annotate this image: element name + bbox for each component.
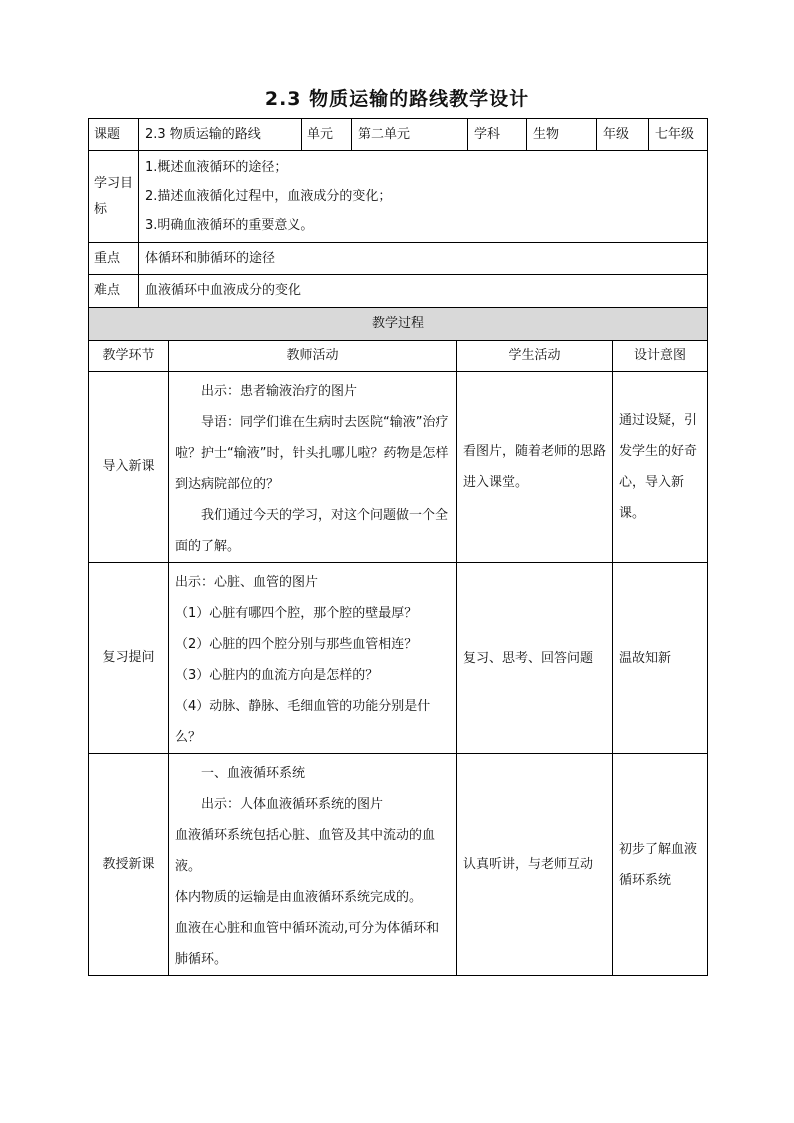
page-title: 2.3 物质运输的路线教学设计 [264, 88, 530, 110]
unit-value: 第二单元 [352, 119, 468, 151]
course-row [89, 119, 708, 151]
column-header-intent: 设计意图 [613, 341, 708, 372]
subject-value: 生物 [527, 119, 597, 151]
course-value: 2.3 物质运输的路线 [139, 119, 302, 151]
stage-cell: 教授新课 [89, 754, 169, 976]
student-activity-cell: 看图片，随着老师的思路进入课堂。 [457, 372, 613, 563]
objectives-label: 学习目标 [89, 151, 139, 243]
teacher-activity-line: 血液循环系统包括心脏、血管及其中流动的血液。 [175, 828, 436, 874]
subject-label: 学科 [468, 119, 527, 151]
teacher-activity-line: 出示：心脏、血管的图片 [175, 575, 319, 590]
difficulty-row [89, 275, 708, 308]
teacher-activity-line: （4）动脉、静脉、毛细血管的功能分别是什么？ [175, 699, 431, 745]
teacher-activity-cell [169, 754, 457, 976]
teacher-activity-line: （2）心脏的四个腔分别与那些血管相连？ [175, 637, 418, 652]
teacher-activity-line: 血液在心脏和血管中循环流动,可分为体循环和肺循环。 [175, 921, 440, 967]
grade-label: 年级 [597, 119, 649, 151]
teacher-activity-cell [169, 372, 457, 563]
design-intent-cell: 温故知新 [613, 563, 708, 754]
process-header-row [89, 308, 708, 341]
teacher-activity-line: （3）心脏内的血流方向是怎样的？ [175, 668, 379, 683]
difficulty-value: 血液循环中血液成分的变化 [139, 275, 708, 308]
column-header-row [89, 341, 708, 372]
objectives-row [89, 151, 708, 243]
course-label: 课题 [89, 119, 139, 151]
objective-item: 1.概述血液循环的途径； [145, 160, 288, 175]
difficulty-label: 难点 [89, 275, 139, 308]
table-row [89, 754, 708, 976]
teacher-activity-line: 出示：人体血液循环系统的图片 [201, 797, 384, 812]
keypoint-label: 重点 [89, 243, 139, 275]
column-header-teacher: 教师活动 [169, 341, 457, 372]
objectives-list [139, 151, 708, 243]
student-activity-cell: 复习、思考、回答问题 [457, 563, 613, 754]
design-intent-cell: 初步了解血液循环系统 [613, 754, 708, 976]
course-info-table [88, 118, 708, 308]
unit-label: 单元 [302, 119, 352, 151]
stage-cell: 复习提问 [89, 563, 169, 754]
teacher-activity-cell [169, 563, 457, 754]
table-row [89, 372, 708, 563]
teacher-activity-line: 体内物质的运输是由血液循环系统完成的。 [175, 890, 423, 905]
table-row [89, 563, 708, 754]
column-header-student: 学生活动 [457, 341, 613, 372]
teacher-activity-line: （1）心脏有哪四个腔，那个腔的壁最厚？ [175, 606, 418, 621]
keypoint-row [89, 243, 708, 275]
keypoint-value: 体循环和肺循环的途径 [139, 243, 708, 275]
teacher-activity-line: 导语：同学们谁在生病时去医院“输液”治疗啦？护士“输液”时，针头扎哪儿啦？药物是怎样到达病院部位的？ [175, 415, 449, 492]
objective-item: 3.明确血液循环的重要意义。 [145, 218, 314, 233]
column-header-stage: 教学环节 [89, 341, 169, 372]
design-intent-cell: 通过设疑，引发学生的好奇心，导入新课。 [613, 372, 708, 563]
grade-value: 七年级 [649, 119, 708, 151]
process-header: 教学过程 [89, 308, 708, 341]
teacher-activity-line: 我们通过今天的学习，对这个问题做一个全面的了解。 [175, 508, 449, 554]
teacher-activity-line: 一、血液循环系统 [201, 766, 306, 781]
teaching-process-table [88, 307, 708, 976]
student-activity-cell: 认真听讲，与老师互动 [457, 754, 613, 976]
stage-cell: 导入新课 [89, 372, 169, 563]
teacher-activity-line: 出示：患者输液治疗的图片 [201, 384, 358, 399]
objective-item: 2.描述血液循化过程中，血液成分的变化； [145, 189, 392, 204]
